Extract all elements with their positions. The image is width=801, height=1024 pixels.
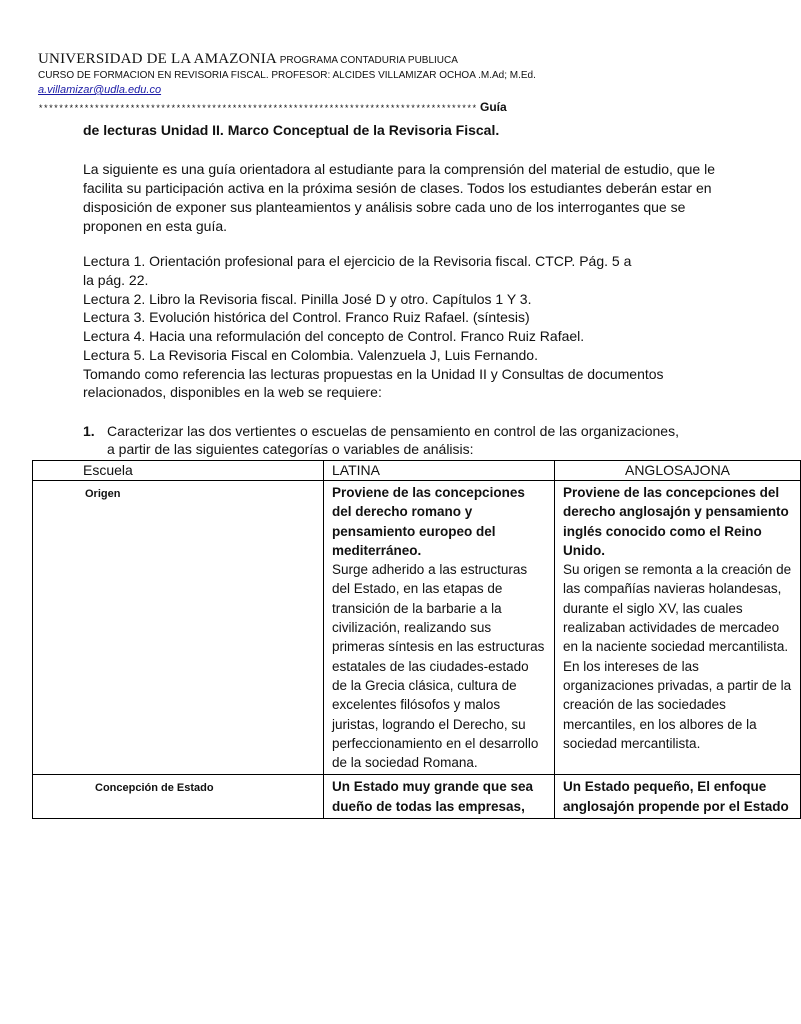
course-line: CURSO DE FORMACION EN REVISORIA FISCAL. PROFESOR: ALCIDES VILLAMIZAR OCHOA .M.Ad; M.Ed. [38,70,536,81]
intro-paragraph: La siguiente es una guía orientadora al estudiante para la comprensión del material de estudio, que le facilita su participación activa en la próxima sesión de clases. Todos los estudiantes deberán estar en disposición de exponer sus planteamientos y análisis sobre cada uno de los interrogantes que se proponen en esta guía. [83,161,715,234]
cell-bold-text: Un Estado muy grande que sea dueño de todas las empresas, [332,779,534,814]
cell-latina-estado [324,775,555,819]
row-label-origen: Origen [33,481,324,775]
reading-line: Tomando como referencia las lecturas propuestas en la Unidad II y Consultas de documentos [83,366,664,382]
reading-line: Lectura 4. Hacia una reformulación del concepto de Control. Franco Ruiz Rafael. [83,328,585,344]
question-number: 1. [83,423,95,439]
table-row [33,775,801,819]
table-row [33,481,801,775]
asterisk-separator: ************************************************************************************** [38,104,477,114]
cell-latina-origen [324,481,555,775]
question-text: Caracterizar las dos vertientes o escuelas de pensamiento en control de las organizaciones, [107,423,679,439]
reading-line: Lectura 2. Libro la Revisoria fiscal. Pinilla José D y otro. Capítulos 1 Y 3. [83,291,532,307]
cell-bold-text: Proviene de las concepciones del derecho romano y pensamiento europeo del mediterráneo. [332,485,525,558]
separator-line [38,100,507,114]
comparison-table [32,460,801,819]
column-header-latina: LATINA [324,461,555,481]
reading-line: Lectura 5. La Revisoria Fiscal en Colombia. Valenzuela J, Luis Fernando. [83,347,538,363]
title-start: Guía [476,100,507,114]
cell-text: Surge adherido a las estructuras del Estado, en las etapas de transición de la barbarie a la civilización, realizando sus primeras síntesis en las estructuras estatales de las ciudades-estado de la Grecia clásica, cultura de excelentes filósofos y malos juristas, logrando el Derecho, su perfeccionamiento en el desarrollo de la sociedad Romana. [332,562,545,771]
cell-bold-text: Un Estado pequeño, El enfoque anglosajón propende por el Estado [563,779,789,814]
table-header-row [33,461,801,481]
cell-anglosajona-estado [555,775,801,819]
document-title: de lecturas Unidad II. Marco Conceptual de la Revisoria Fiscal. [83,122,500,138]
reading-line: la pág. 22. [83,272,149,288]
cell-anglosajona-origen [555,481,801,775]
reading-line: Lectura 1. Orientación profesional para el ejercicio de la Revisoria fiscal. CTCP. Pág. 5 a [83,253,632,269]
program-name: PROGRAMA CONTADURIA PUBLIUCA [276,55,458,66]
reading-line: Lectura 3. Evolución histórica del Control. Franco Ruiz Rafael. (síntesis) [83,309,530,325]
cell-text: Su origen se remonta a la creación de las compañías navieras holandesas, durante el siglo XV, las cuales realizaban actividades de mercadeo en la naciente sociedad mercantilista. En los intereses de las organizaciones privadas, a partir de la creación de las sociedades mercantiles, en los albores de la sociedad mercantilista. [563,562,792,751]
row-label-concepcion-estado: Concepción de Estado [33,775,324,819]
column-header-escuela: Escuela [33,461,324,481]
email-link[interactable]: a.villamizar@udla.edu.co [38,84,162,96]
cell-bold-text: Proviene de las concepciones del derecho anglosajón y pensamiento inglés conocido como el Reino Unido. [563,485,789,558]
reading-line: relacionados, disponibles en la web se requiere: [83,384,382,400]
column-header-anglosajona: ANGLOSAJONA [555,461,801,481]
question-1 [83,422,733,458]
university-name: UNIVERSIDAD DE LA AMAZONIA [38,51,277,67]
header-line [38,50,458,68]
question-text-cont: a partir de las siguientes categorías o variables de análisis: [107,441,474,457]
